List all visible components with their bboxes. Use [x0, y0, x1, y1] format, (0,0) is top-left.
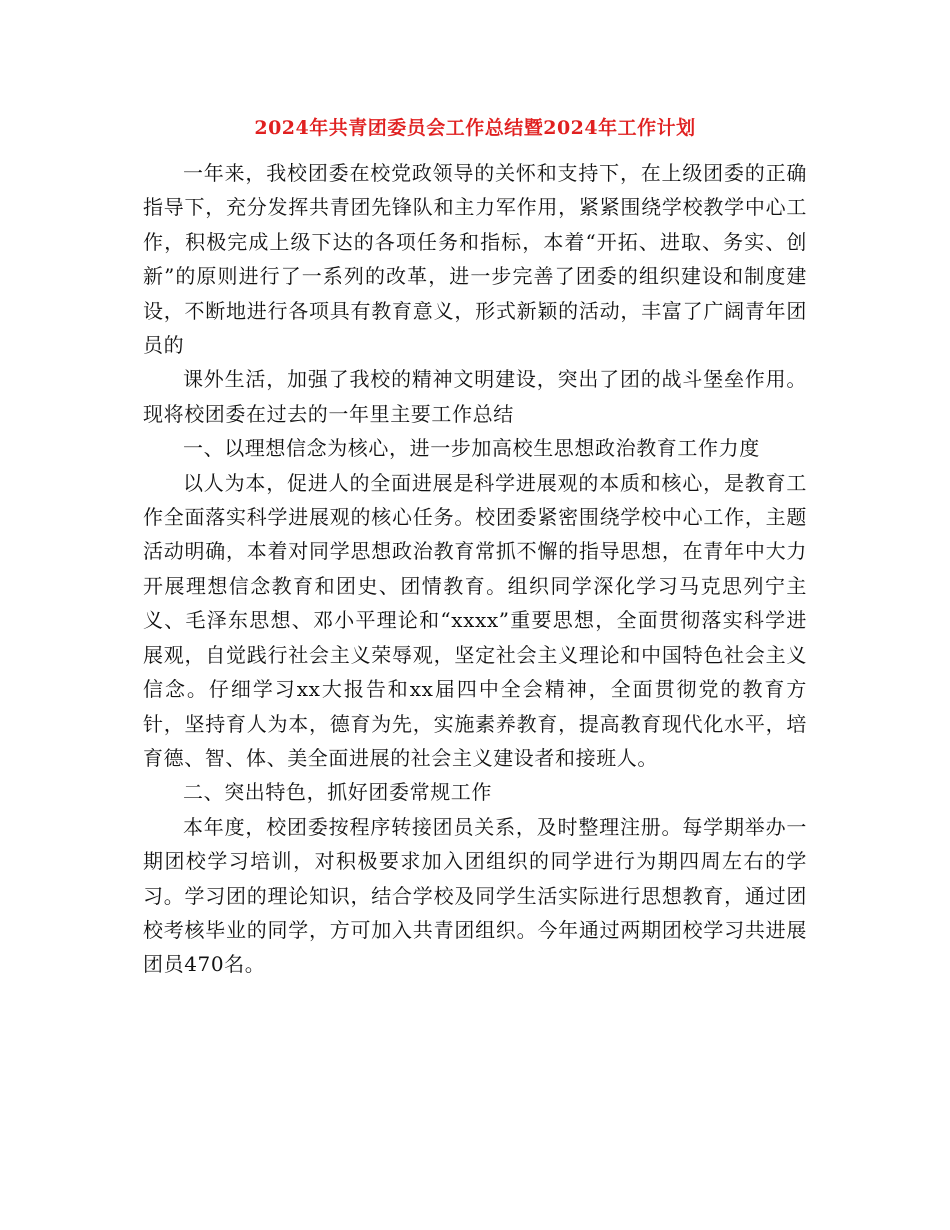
paragraph-intro-continued: 课外生活，加强了我校的精神文明建设，突出了团的战斗堡垒作用。现将校团委在过去的一年里主要工作总结	[143, 367, 807, 426]
paragraph-intro: 一年来，我校团委在校党政领导的关怀和支持下，在上级团委的正确指导下，充分发挥共青团先锋队和主力军作用，紧紧围绕学校教学中心工作，积极完成上级下达的各项任务和指标，本着“开拓、进取、务实、创新”的原则进行了一系列的改革，进一步完善了团委的组织建设和制度建设，不断地进行各项具有教育意义，形式新颖的活动，丰富了广阔青年团员的	[143, 161, 807, 358]
document-page	[143, 108, 807, 982]
section-heading-2: 二、突出特色，抓好团委常规工作	[183, 780, 492, 805]
document-title: 2024年共青团委员会工作总结暨2024年工作计划	[254, 117, 696, 139]
section-heading-1: 一、以理想信念为核心，进一步加高校生思想政治教育工作力度	[183, 436, 760, 461]
paragraph-section-1: 以人为本，促进人的全面进展是科学进展观的本质和核心，是教育工作全面落实科学进展观的核心任务。校团委紧密围绕学校中心工作，主题活动明确，本着对同学思想政治教育常抓不懈的指导思想，在青年中大力开展理想信念教育和团史、团情教育。组织同学深化学习马克思列宁主义、毛泽东思想、邓小平理论和“xxxx”重要思想，全面贯彻落实科学进展观，自觉践行社会主义荣辱观，坚定社会主义理论和中国特色社会主义信念。仔细学习xx大报告和xx届四中全会精神，全面贯彻党的教育方针，坚持育人为本，德育为先，实施素养教育，提高教育现代化水平，培育德、智、体、美全面进展的社会主义建设者和接班人。	[143, 470, 807, 770]
paragraph-section-2: 本年度，校团委按程序转接团员关系，及时整理注册。每学期举办一期团校学习培训，对积极要求加入团组织的同学进行为期四周左右的学习。学习团的理论知识，结合学校及同学生活实际进行思想教育，通过团校考核毕业的同学，方可加入共青团组织。今年通过两期团校学习共进展团员470名。	[143, 814, 807, 977]
